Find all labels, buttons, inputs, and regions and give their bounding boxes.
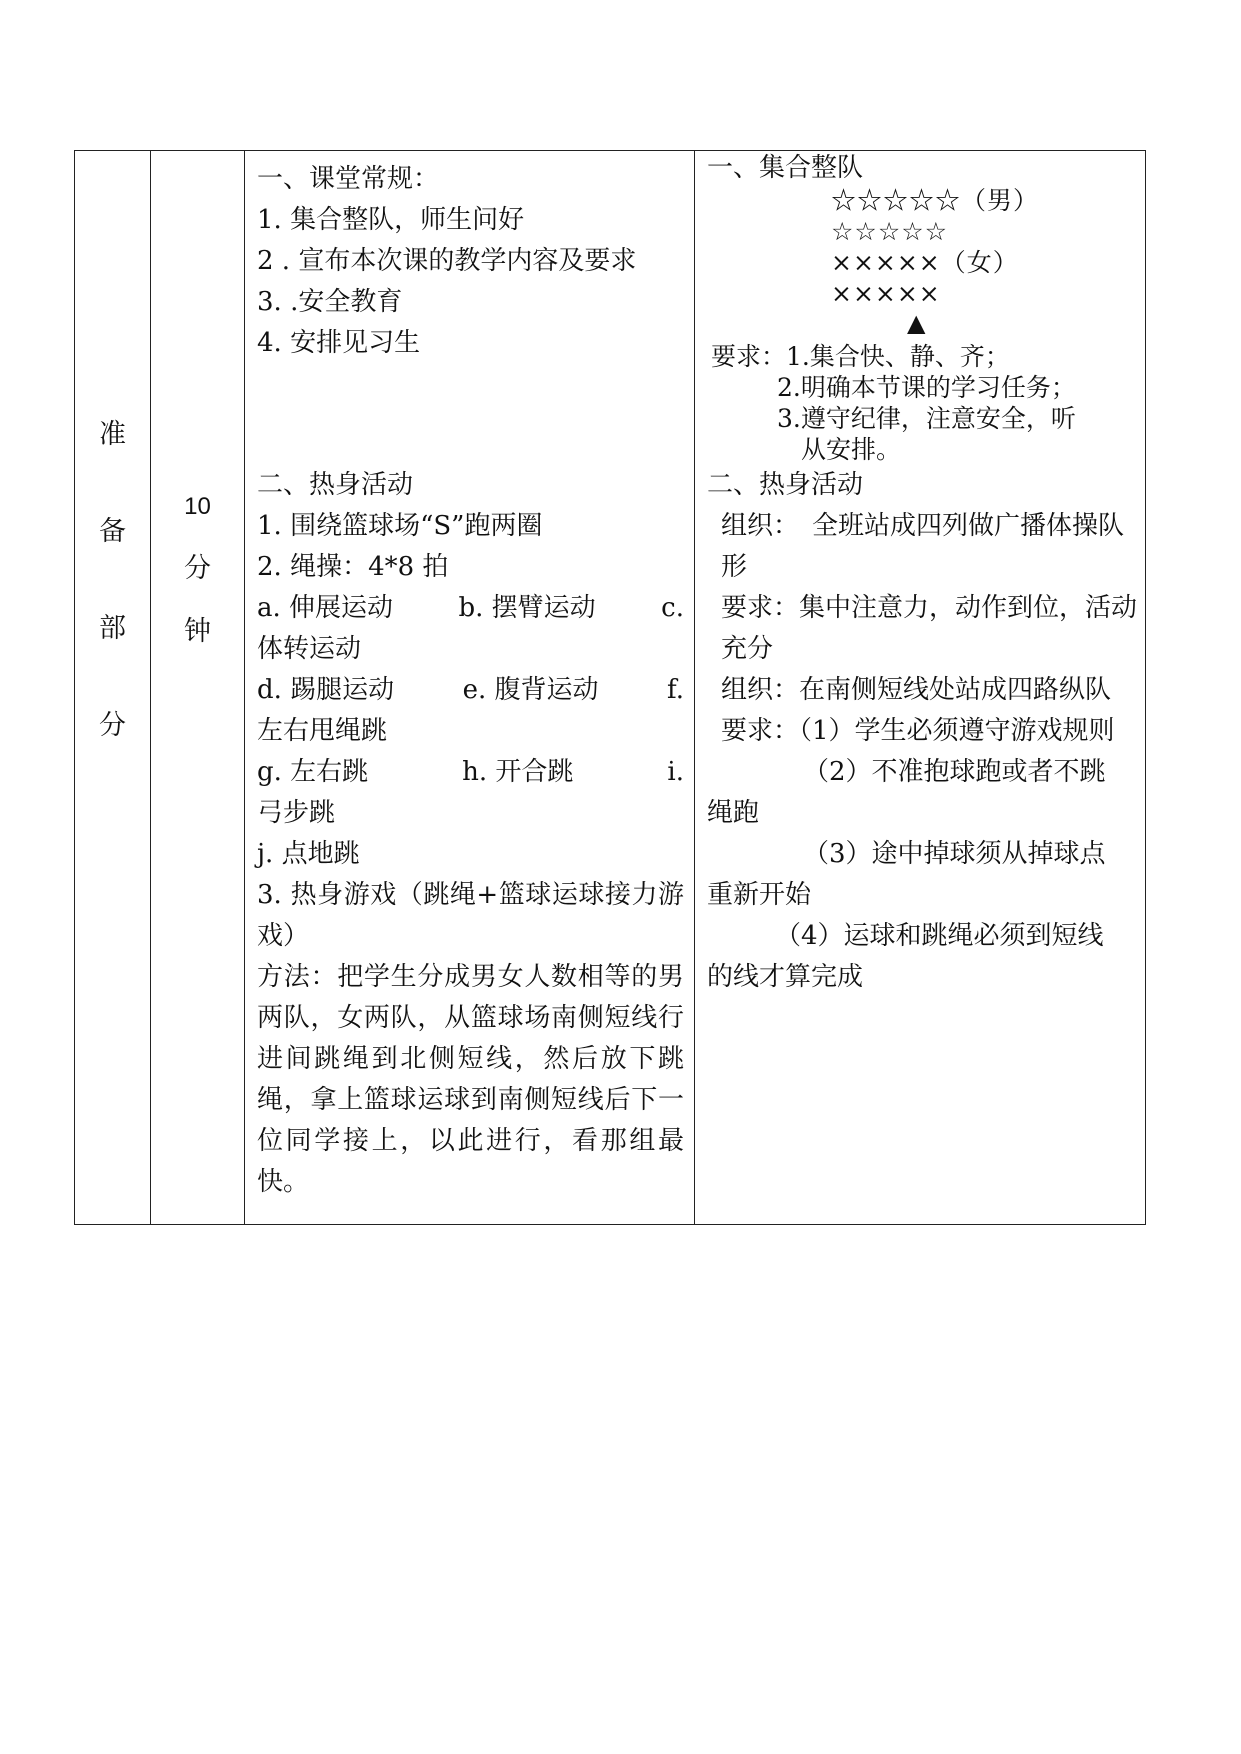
organization-text: 组织： 全班站成四列做广播体操队形 bbox=[721, 511, 1125, 582]
rope-exercise: e. 腹背运动 bbox=[462, 675, 599, 705]
assembly-title: 一、集合整队 bbox=[707, 153, 864, 183]
formation-row: ☆☆☆☆☆ bbox=[831, 217, 949, 246]
rope-exercise: 左右甩绳跳 bbox=[257, 716, 388, 746]
rope-exercise: d. 踢腿运动 bbox=[257, 675, 395, 705]
rope-exercise: c. bbox=[661, 593, 684, 623]
organization-text: 组织：在南侧短线处站成四路纵队 bbox=[721, 675, 1112, 705]
rope-exercise-row bbox=[257, 752, 684, 793]
section-cell bbox=[75, 151, 151, 1225]
rope-exercise: h. 开合跳 bbox=[462, 757, 574, 787]
duration-cell bbox=[151, 151, 245, 1225]
rope-exercise: f. bbox=[667, 675, 684, 705]
requirement-text: 重新开始 bbox=[707, 880, 812, 910]
organization-cell bbox=[695, 151, 1146, 1225]
rope-exercise: i. bbox=[667, 757, 684, 787]
formation-row: ××××× bbox=[831, 279, 941, 308]
table-row bbox=[75, 151, 1146, 1225]
formation-row: ☆☆☆☆☆（男） bbox=[831, 186, 1040, 215]
game-method: 方法：把学生分成男女人数相等的男两队，女两队，从篮球场南侧短线行进间跳绳到北侧短线，然后放下跳绳，拿上篮球运球到南侧短线后下一位同学接上，以此进行，看那组最快。 bbox=[257, 962, 684, 1197]
requirement-text: 要求：（1）学生必须遵守游戏规则 bbox=[721, 716, 1115, 746]
warmup-title: 二、热身活动 bbox=[257, 470, 414, 500]
section-char: 部 bbox=[99, 613, 126, 644]
rope-exercise-row bbox=[257, 670, 684, 711]
duration-unit-char: 分 bbox=[184, 553, 211, 584]
requirement-line: 要求：1.集合快、静、齐； bbox=[711, 342, 1010, 371]
section-char: 准 bbox=[99, 419, 126, 450]
rope-exercise: 体转运动 bbox=[257, 634, 362, 664]
rope-exercise: 弓步跳 bbox=[257, 798, 336, 828]
routine-item: 1. 集合整队，师生问好 bbox=[257, 205, 525, 235]
routine-title: 一、课堂常规： bbox=[257, 164, 440, 194]
section-char: 分 bbox=[99, 710, 126, 741]
warmup-item: 2. 绳操：4*8 拍 bbox=[257, 552, 449, 582]
assembly-requirements bbox=[707, 341, 1141, 465]
routine-item: 3. .安全教育 bbox=[257, 287, 403, 317]
teacher-marker-icon: ▲ bbox=[907, 309, 926, 337]
requirement-line: 3.遵守纪律，注意安全，听 bbox=[777, 404, 1076, 433]
content-cell bbox=[245, 151, 695, 1225]
rope-exercise: b. 摆臂运动 bbox=[458, 593, 596, 623]
duration-unit-char: 钟 bbox=[184, 616, 211, 647]
warmup-org-title: 二、热身活动 bbox=[707, 470, 864, 500]
requirement-text: （2）不准抱球跑或者不跳 bbox=[803, 757, 1106, 787]
formation-row: ×××××（女） bbox=[831, 248, 1019, 277]
duration-number: 10 bbox=[184, 493, 211, 520]
requirement-line: 2.明确本节课的学习任务； bbox=[777, 373, 1076, 402]
requirement-text: 的线才算完成 bbox=[707, 962, 864, 992]
lesson-plan-table bbox=[74, 150, 1146, 1225]
section-label bbox=[75, 151, 150, 807]
section-char: 备 bbox=[99, 516, 126, 547]
game-title: 3. 热身游戏（跳绳+篮球运球接力游戏） bbox=[257, 880, 684, 951]
routine-item: 2 . 宣布本次课的教学内容及要求 bbox=[257, 246, 637, 276]
requirement-text: 要求：集中注意力，动作到位，活动充分 bbox=[721, 593, 1138, 664]
requirement-text: （3）途中掉球须从掉球点 bbox=[803, 839, 1106, 869]
requirement-line: 从安排。 bbox=[801, 435, 902, 464]
routine-item: 4. 安排见习生 bbox=[257, 328, 421, 358]
duration-label bbox=[151, 151, 244, 679]
rope-exercise-row bbox=[257, 588, 684, 629]
formation-diagram bbox=[707, 185, 1141, 309]
rope-exercise: a. 伸展运动 bbox=[257, 593, 394, 623]
requirement-text: 绳跑 bbox=[707, 798, 760, 828]
requirement-text: （4）运球和跳绳必须到短线 bbox=[775, 921, 1104, 951]
rope-exercise: j. 点地跳 bbox=[257, 839, 360, 869]
warmup-item: 1. 围绕篮球场“S”跑两圈 bbox=[257, 511, 543, 541]
rope-exercise: g. 左右跳 bbox=[257, 757, 369, 787]
